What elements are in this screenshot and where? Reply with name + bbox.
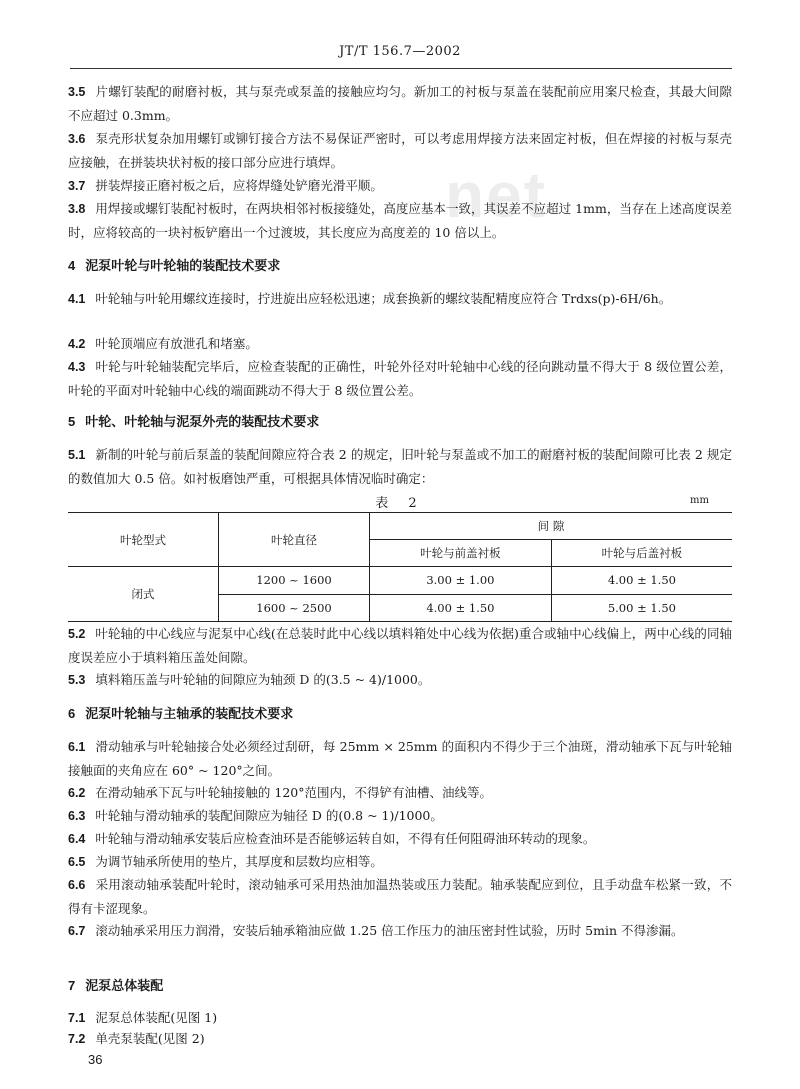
table-cell-front: 4.00 ± 1.50 [370,594,552,622]
clause-3-8: 3.8 用焊接或螺钉装配衬板时，在两块相邻衬板接缝处，高度应基本一致，其误差不应超过 1mm，当存在上述高度误差时，应将较高的一块衬板铲磨出一个过渡坡，其长度应为高度差的 10 倍以上。 [68,201,732,240]
clause-4-3: 4.3 叶轮与叶轮轴装配完毕后，应检查装配的正确性，叶轮外径对叶轮轴中心线的径向跳动量不得大于 8 级位置公差，叶轮的平面对叶轮轴中心线的端面跳动不得大于 8 级位置公差。 [68,359,732,398]
clause-3-5: 3.5 片螺钉装配的耐磨衬板，其与泵壳或泵盖的接触应均匀。新加工的衬板与泵盖在装配前应用案尺检查，其最大间隙不应超过 0.3mm。 [68,84,732,123]
table-header-front: 叶轮与前盖衬板 [370,540,552,567]
table-cell-front: 3.00 ± 1.00 [370,567,552,595]
clause-6-2: 6.2 在滑动轴承下瓦与叶轮轴接触的 120°范围内，不得铲有油槽、油线等。 [68,785,492,800]
header-divider [70,68,732,69]
table-header-back: 叶轮与后盖衬板 [551,540,732,567]
clause-6-7: 6.7 滚动轴承采用压力润滑，安装后轴承箱油应做 1.25 倍工作压力的油压密封性试验，历时 5min 不得渗漏。 [68,923,684,938]
table-2-caption: 表 2 [375,496,425,511]
clause-6-5: 6.5 为调节轴承所使用的垫片，其厚度和层数均应相等。 [68,854,383,869]
clause-5-3: 5.3 填料箱压盖与叶轮轴的间隙应为轴颈 D 的(3.5 ~ 4)/1000。 [68,672,431,687]
table-header-diameter: 叶轮直径 [219,513,370,567]
table-2 [68,512,732,622]
clause-5-1: 5.1 新制的叶轮与前后泵盖的装配间隙应符合表 2 的规定，旧叶轮与泵盖或不加工的耐磨衬板的装配间隙可比表 2 规定的数值加大 0.5 倍。如衬板磨蚀严重，可根据具体情况临时确定： [68,447,732,486]
clause-4-2: 4.2 叶轮顶端应有放泄孔和堵塞。 [68,336,258,351]
clause-3-6: 3.6 泵壳形状复杂加用螺钉或铆钉接合方法不易保证严密时，可以考虑用焊接方法来固定衬板，但在焊接的衬板与泵壳应接触，在拼装块状衬板的接口部分应进行填焊。 [68,131,732,170]
table-cell-type: 闭式 [68,567,219,622]
clause-4-1: 4.1 叶轮轴与叶轮用螺纹连接时，拧进旋出应轻松迅速；成套换新的螺纹装配精度应符合 Trdxs(p)-6H/6h。 [68,291,672,306]
clause-7-2: 7.2 单壳泵装配(见图 2) [68,1031,205,1046]
clause-5-2: 5.2 叶轮轴的中心线应与泥泵中心线(在总装时此中心线以填料箱处中心线为依据)重合或轴中心线偏上，两中心线的同轴度误差应小于填料箱压盖处间隙。 [68,626,732,665]
table-header-type: 叶轮型式 [68,513,219,567]
table-cell-diameter: 1200 ~ 1600 [219,567,370,595]
clause-6-3: 6.3 叶轮轴与滑动轴承的装配间隙应为轴径 D 的(0.8 ~ 1)/1000。 [68,808,443,823]
watermark: net [445,159,547,231]
table-2-unit: mm [690,495,709,506]
page-number: 36 [88,1052,103,1067]
table-cell-back: 5.00 ± 1.50 [551,594,732,622]
table-header-gap: 间 隙 [370,513,733,540]
table-cell-back: 4.00 ± 1.50 [551,567,732,595]
clause-7-1: 7.1 泥泵总体装配(见图 1) [68,1010,218,1025]
clause-6-4: 6.4 叶轮轴与滑动轴承安装后应检查油环是否能够运转自如，不得有任何阻碍油环转动的现象。 [68,831,596,846]
clause-6-1: 6.1 滑动轴承与叶轮轴接合处必须经过刮研，每 25mm × 25mm 的面积内不得少于三个油斑，滑动轴承下瓦与叶轮轴接触面的夹角应在 60° ~ 120°之间。 [68,739,732,778]
section-5-heading: 5 叶轮、叶轮轴与泥泵外壳的装配技术要求 [68,414,320,430]
clause-3-7: 3.7 拼装焊接正磨衬板之后，应将焊缝处铲磨光滑平顺。 [68,178,383,193]
section-4-heading: 4 泥泵叶轮与叶轮轴的装配技术要求 [68,258,281,274]
standard-code-header: JT/T 156.7—2002 [339,44,461,59]
section-6-heading: 6 泥泵叶轮轴与主轴承的装配技术要求 [68,706,294,722]
table-cell-diameter: 1600 ~ 2500 [219,594,370,622]
clause-6-6: 6.6 采用滚动轴承装配叶轮时，滚动轴承可采用热油加温热装或压力装配。轴承装配应到位，且手动盘车松紧一致，不得有卡涩现象。 [68,877,732,916]
section-7-heading: 7 泥泵总体装配 [68,978,164,994]
